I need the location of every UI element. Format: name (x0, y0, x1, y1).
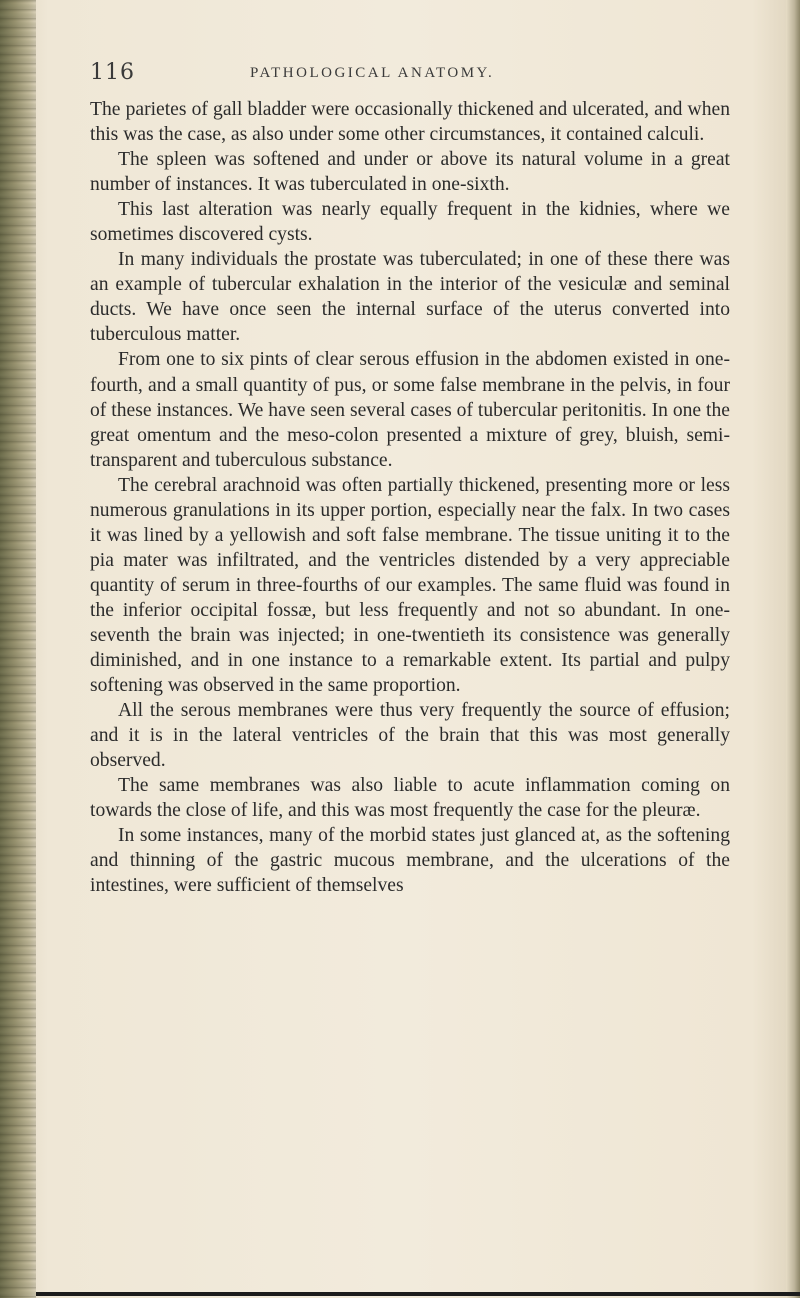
paragraph: The spleen was softened and under or above its natural volume in a great number of instances. It was tuberculated in one-sixth. (90, 149, 730, 196)
paragraph: In many individuals the prostate was tuberculated; in one of these there was an example of tubercular exhalation in the interior of the vesiculæ and seminal ducts. We have once seen the internal surface of the uterus converted into tuberculous matter. (90, 249, 730, 346)
paragraph: The same membranes was also liable to acute inflammation coming on towards the close of life, and this was most frequently the case for the pleuræ. (90, 775, 730, 822)
bottom-edge-shadow (36, 1292, 800, 1296)
page-fore-edge (786, 0, 800, 1298)
page-header (90, 60, 730, 90)
paragraph: The cerebral arachnoid was often partially thickened, presenting more or less numerous granulations in its upper portion, especially near the falx. In two cases it was lined by a yellowish and soft false membrane. The tissue uniting it to the pia mater was infiltrated, and the ventricles distended by a very appreciable quantity of serum in three-fourths of our examples. The same fluid was found in the inferior occipital fossæ, but less frequently and not so abundant. In one-seventh the brain was injected; in one-twentieth its consistence was generally diminished, and in one instance to a remarkable extent. Its partial and pulpy softening was observed in the same proportion. (90, 474, 730, 697)
page-number: 116 (90, 60, 135, 85)
paragraph: The parietes of gall bladder were occasionally thickened and ulcerated, and when this was the case, as also under some other circumstances, it contained calculi. (90, 99, 730, 146)
running-head: PATHOLOGICAL ANATOMY. (250, 65, 495, 81)
page-binding-edge (0, 0, 36, 1298)
paragraph: All the serous membranes were thus very frequently the source of effusion; and it is in the lateral ventricles of the brain that this was most generally observed. (90, 700, 730, 772)
body-text (90, 97, 730, 899)
paragraph: In some instances, many of the morbid states just glanced at, as the softening and thinning of the gastric mucous membrane, and the ulcerations of the intestines, were sufficient of themselves (90, 825, 730, 897)
paragraph: This last alteration was nearly equally frequent in the kidnies, where we sometimes discovered cysts. (90, 199, 730, 246)
paragraph: From one to six pints of clear serous effusion in the abdomen existed in one-fourth, and a small quantity of pus, or some false membrane in the pelvis, in four of these instances. We have seen several cases of tubercular peritonitis. In one the great omentum and the meso-colon presented a mixture of grey, bluish, semi-transparent and tuberculous substance. (90, 349, 730, 471)
